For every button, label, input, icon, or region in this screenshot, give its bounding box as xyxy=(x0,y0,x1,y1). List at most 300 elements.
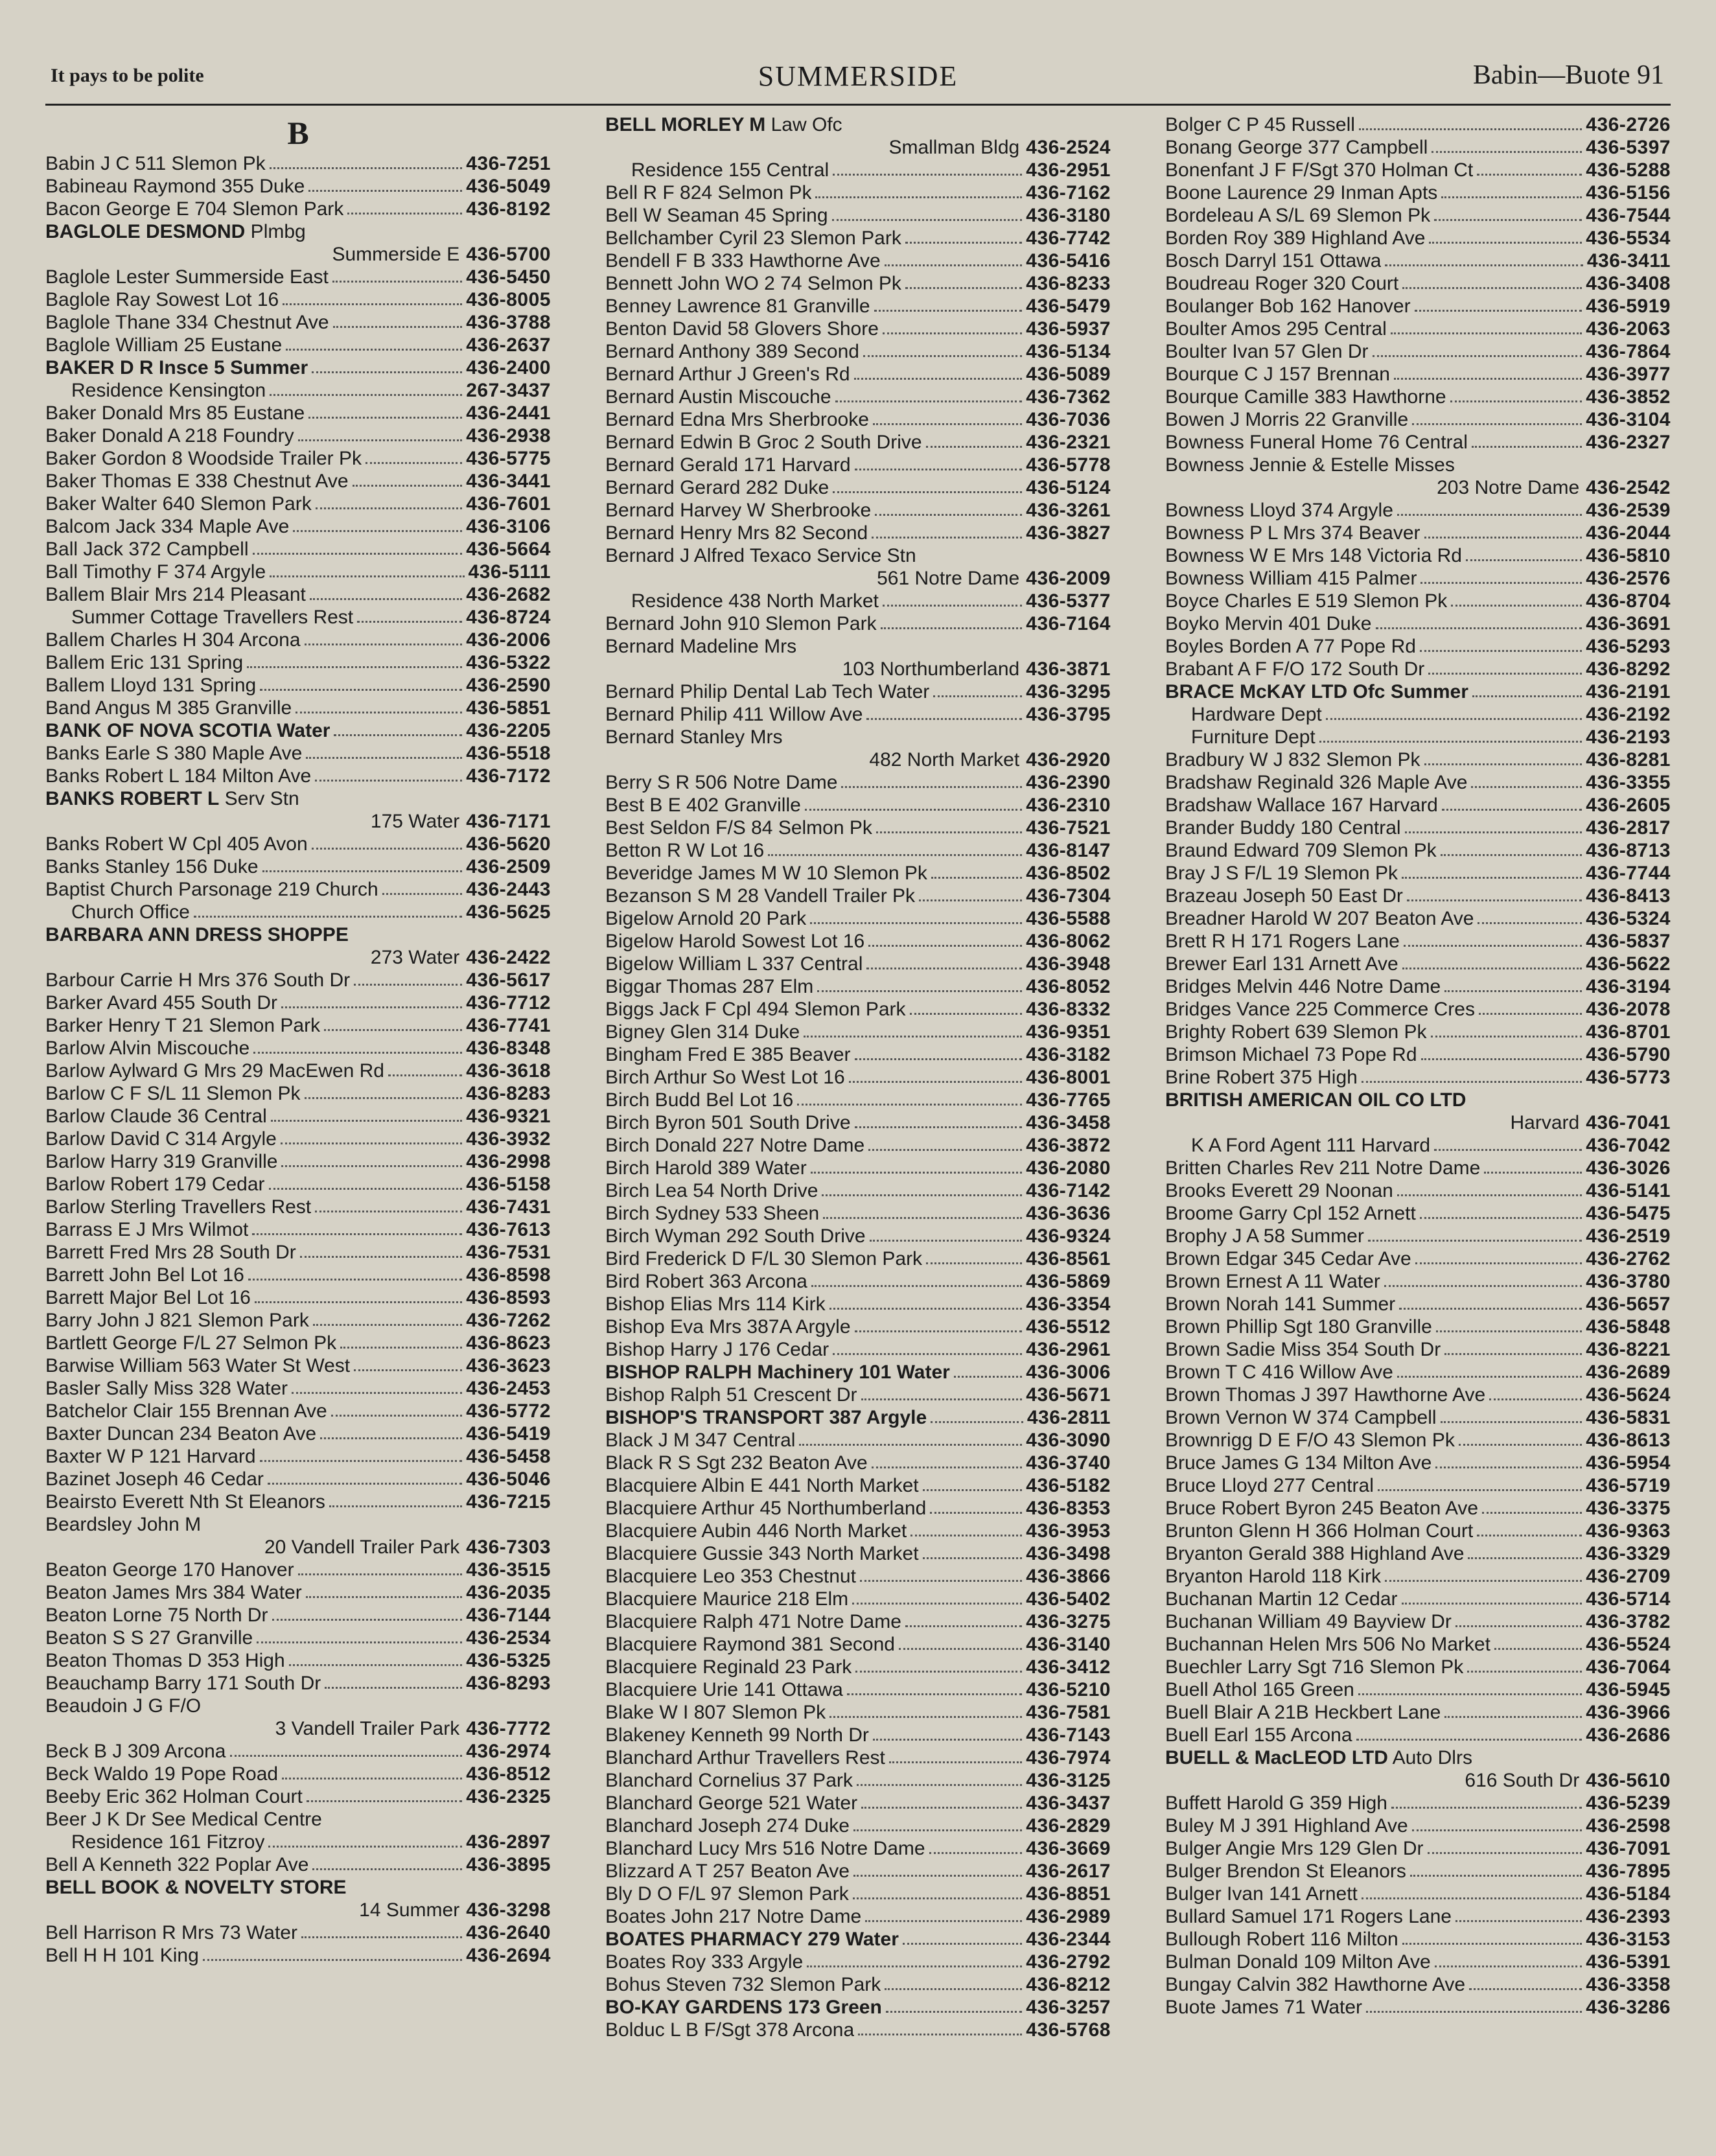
listing-phone: 436-2938 xyxy=(466,425,551,446)
listing-heading xyxy=(45,787,551,810)
listing-address: 14 Summer xyxy=(359,1899,460,1921)
leader-dots xyxy=(855,1058,1023,1060)
listing-phone: 436-3140 xyxy=(1026,1634,1111,1655)
listing-name: Bernard John 910 Slemon Park xyxy=(605,613,877,634)
listing-name: Bezanson S M 28 Vandell Trailer Pk xyxy=(605,885,916,907)
listing-name: Birch Wyman 292 South Drive xyxy=(605,1225,866,1247)
listing-phone: 436-5089 xyxy=(1026,364,1111,385)
listing-entry xyxy=(605,476,1111,499)
listing-phone: 436-7262 xyxy=(466,1310,551,1331)
listing-name: Beck B J 309 Arcona xyxy=(45,1741,226,1762)
listing-name: Buchanan William 49 Bayview Dr xyxy=(1165,1611,1452,1632)
listing-entry xyxy=(45,152,551,175)
listing-entry xyxy=(1165,1043,1671,1066)
leader-dots xyxy=(872,1466,1022,1468)
listing-name: Barlow Robert 179 Cedar xyxy=(45,1174,265,1195)
listing-phone: 436-5719 xyxy=(1586,1475,1671,1496)
listing-phone: 436-5810 xyxy=(1586,545,1671,566)
leader-dots xyxy=(865,1920,1022,1922)
listing-address: 561 Notre Dame xyxy=(877,568,1020,589)
listing-entry xyxy=(605,862,1111,885)
listing-phone: 436-2441 xyxy=(466,402,551,424)
listing-name: Barbour Carrie H Mrs 376 South Dr xyxy=(45,969,351,991)
listing-entry xyxy=(1165,1724,1671,1746)
listing-entry xyxy=(1165,1293,1671,1316)
listing-entry xyxy=(605,612,1111,635)
leader-dots xyxy=(1468,1557,1582,1559)
listing-entry xyxy=(45,629,551,651)
listing-phone: 436-2534 xyxy=(466,1627,551,1649)
leader-dots xyxy=(1441,1421,1583,1423)
leader-dots xyxy=(833,1353,1022,1355)
listing-name: Hardware Dept xyxy=(1191,704,1322,725)
leader-dots xyxy=(247,666,462,668)
listing-entry xyxy=(1165,839,1671,862)
listing-name: Barwise William 563 Water St West xyxy=(45,1355,351,1376)
listing-entry xyxy=(1165,885,1671,907)
leader-dots xyxy=(1424,537,1583,539)
listing-name: Bernard Anthony 389 Second xyxy=(605,341,859,362)
listing-name: Brooks Everett 29 Noonan xyxy=(1165,1180,1393,1201)
listing-name: Bosch Darryl 151 Ottawa xyxy=(1165,250,1382,272)
listing-name: Banks Earle S 380 Maple Ave xyxy=(45,743,303,764)
leader-dots xyxy=(1442,809,1582,811)
listing-name: Boyce Charles E 519 Slemon Pk xyxy=(1165,590,1448,612)
leader-dots xyxy=(388,1074,462,1076)
listing-entry xyxy=(1165,1225,1671,1247)
listing-name: Beaton James Mrs 384 Water xyxy=(45,1582,302,1603)
leader-dots xyxy=(866,968,1022,969)
leader-dots xyxy=(1431,1036,1583,1037)
listing-name: Beaton Lorne 75 North Dr xyxy=(45,1605,268,1626)
listing-name: Buchannan Helen Mrs 506 No Market xyxy=(1165,1634,1490,1655)
listing-name: Baglole Lester Summerside East xyxy=(45,266,329,288)
leader-dots xyxy=(1477,1535,1582,1536)
leader-dots xyxy=(320,1437,462,1439)
listing-name: Bacon George E 704 Slemon Park xyxy=(45,198,344,220)
listing-name: Brown T C 416 Willow Ave xyxy=(1165,1362,1393,1383)
listing-name: Benton David 58 Glovers Shore xyxy=(605,318,879,340)
leader-dots xyxy=(923,1557,1023,1559)
listing-entry xyxy=(1165,499,1671,522)
leader-dots xyxy=(861,1398,1023,1400)
leader-dots xyxy=(1482,1512,1582,1514)
listing-name: Brine Robert 375 High xyxy=(1165,1067,1358,1088)
leader-dots xyxy=(281,1165,462,1167)
listing-entry xyxy=(605,930,1111,953)
listing-phone: 436-2400 xyxy=(466,357,551,378)
leader-dots xyxy=(1466,559,1582,561)
leader-dots xyxy=(832,219,1023,221)
listing-entry xyxy=(1165,680,1671,703)
leader-dots xyxy=(293,530,462,532)
listing-name: Brewer Earl 131 Arnett Ave xyxy=(1165,953,1398,975)
listing-entry xyxy=(605,1384,1111,1406)
listing-phone: 436-5182 xyxy=(1026,1475,1111,1496)
listing-name: Brown Thomas J 397 Hawthorne Ave xyxy=(1165,1384,1486,1406)
listing-phone: 436-2961 xyxy=(1026,1339,1111,1360)
leader-dots xyxy=(1444,1353,1582,1355)
listing-entry xyxy=(1165,771,1671,794)
listing-entry xyxy=(45,1082,551,1105)
listing-entry xyxy=(605,1225,1111,1247)
listing-phone: 436-9351 xyxy=(1026,1021,1111,1043)
listing-phone: 436-7521 xyxy=(1026,817,1111,839)
listing-name: Blacquiere Aubin 446 North Market xyxy=(605,1520,907,1542)
listing-name: Buell Athol 165 Green xyxy=(1165,1679,1354,1700)
leader-dots xyxy=(835,400,1023,402)
listing-entry xyxy=(1165,975,1671,998)
listing-phone: 436-2576 xyxy=(1586,568,1671,589)
listing-name: Bird Robert 363 Arcona xyxy=(605,1271,807,1292)
listing-phone: 436-2063 xyxy=(1586,318,1671,340)
listing-phone: 436-3261 xyxy=(1026,500,1111,521)
listing-name: Baxter W P 121 Harvard xyxy=(45,1446,256,1467)
leader-dots xyxy=(1421,1058,1583,1060)
listing-phone: 436-5518 xyxy=(466,743,551,764)
listing-phone: 436-3437 xyxy=(1026,1792,1111,1814)
leader-dots xyxy=(1420,582,1582,584)
listing-name: Ball Jack 372 Campbell xyxy=(45,539,249,560)
listing-phone: 436-3458 xyxy=(1026,1112,1111,1133)
listing-phone: 436-8512 xyxy=(466,1763,551,1785)
listing-phone: 436-8704 xyxy=(1586,590,1671,612)
listing-phone: 436-5210 xyxy=(1026,1679,1111,1700)
listing-phone: 436-2044 xyxy=(1586,522,1671,544)
listing-entry xyxy=(45,1332,551,1354)
listing-entry xyxy=(45,583,551,606)
listing-name: Bullard Samuel 171 Rogers Lane xyxy=(1165,1906,1452,1927)
listing-entry xyxy=(605,885,1111,907)
listing-phone: 436-2811 xyxy=(1026,1407,1111,1428)
listing-entry xyxy=(45,674,551,697)
listing-name: Britten Charles Rev 211 Notre Dame xyxy=(1165,1157,1481,1179)
listing-entry xyxy=(45,1422,551,1445)
listing-name: Barrett Major Bel Lot 16 xyxy=(45,1287,251,1308)
listing-name: Brown Vernon W 374 Campbell xyxy=(1165,1407,1437,1428)
listing-phone: 436-5954 xyxy=(1586,1452,1671,1474)
leader-dots xyxy=(1494,1648,1582,1650)
listing-entry xyxy=(45,742,551,765)
listing-entry xyxy=(45,878,551,901)
listing-entry xyxy=(605,817,1111,839)
listing-entry xyxy=(605,272,1111,295)
leader-dots xyxy=(1436,1330,1582,1332)
leader-dots xyxy=(1391,1807,1582,1809)
listing-name: Baker Walter 640 Slemon Park xyxy=(45,493,312,515)
listing-phone: 436-5479 xyxy=(1026,296,1111,317)
listing-phone: 436-5624 xyxy=(1586,1384,1671,1406)
listing-entry xyxy=(1165,1701,1671,1724)
listing-phone: 436-3871 xyxy=(1026,658,1111,680)
listing-phone: 436-2509 xyxy=(466,856,551,877)
listing-heading xyxy=(45,1808,551,1831)
listing-entry xyxy=(605,1633,1111,1656)
listing-heading xyxy=(45,1513,551,1536)
listing-entry xyxy=(605,1792,1111,1814)
listing-name: Beauchamp Barry 171 South Dr xyxy=(45,1673,321,1694)
leader-dots xyxy=(855,1330,1023,1332)
listing-address: 3 Vandell Trailer Park xyxy=(275,1718,460,1739)
listing-phone: 436-2792 xyxy=(1026,1951,1111,1973)
listing-phone: 436-5158 xyxy=(466,1174,551,1195)
leader-dots xyxy=(868,945,1022,947)
listing-phone: 436-2078 xyxy=(1586,999,1671,1020)
listing-phone: 436-7741 xyxy=(466,1015,551,1036)
leader-dots xyxy=(874,310,1023,312)
listing-heading xyxy=(45,1695,551,1717)
listing-phone: 436-5848 xyxy=(1586,1316,1671,1338)
listing-name: Blanchard Cornelius 37 Park xyxy=(605,1770,853,1791)
listing-entry xyxy=(1165,1384,1671,1406)
leader-dots xyxy=(286,349,462,351)
listing-entry xyxy=(1165,1452,1671,1474)
listing-entry xyxy=(605,590,1111,612)
listing-phone: 436-5945 xyxy=(1586,1679,1671,1700)
listing-phone: 436-5239 xyxy=(1586,1792,1671,1814)
listing-heading-name: BARBARA ANN DRESS SHOPPE xyxy=(45,924,349,945)
listing-entry xyxy=(1165,1588,1671,1610)
listing-entry xyxy=(605,1406,1111,1429)
leader-dots xyxy=(316,507,462,509)
listing-phone: 436-7974 xyxy=(1026,1747,1111,1768)
listing-entry xyxy=(45,901,551,923)
listing-phone: 436-3412 xyxy=(1026,1656,1111,1678)
leader-dots xyxy=(853,1897,1023,1899)
leader-dots xyxy=(203,1959,462,1961)
listing-entry xyxy=(45,379,551,402)
listing-name: Blacquiere Maurice 218 Elm xyxy=(605,1588,849,1610)
leader-dots xyxy=(1412,1829,1583,1831)
listing-heading xyxy=(45,923,551,946)
leader-dots xyxy=(329,1505,462,1507)
listing-phone: 436-5869 xyxy=(1026,1271,1111,1292)
listing-phone: 436-5625 xyxy=(466,901,551,923)
listing-entry xyxy=(45,1468,551,1490)
listing-phone: 436-3515 xyxy=(466,1559,551,1581)
listing-phone: 436-5831 xyxy=(1586,1407,1671,1428)
listing-phone: 436-5046 xyxy=(466,1468,551,1490)
listing-entry xyxy=(45,402,551,424)
listing-entry xyxy=(45,561,551,583)
listing-phone: 436-7036 xyxy=(1026,409,1111,430)
listing-columns xyxy=(45,113,1671,2041)
listing-entry xyxy=(45,311,551,334)
listing-phone: 436-3355 xyxy=(1586,772,1671,793)
listing-phone: 436-2193 xyxy=(1586,726,1671,748)
listing-name: Brabant A F F/O 172 South Dr xyxy=(1165,658,1425,680)
leader-dots xyxy=(870,1240,1023,1242)
leader-dots xyxy=(889,1761,1022,1763)
listing-entry xyxy=(1165,1610,1671,1633)
listing-name: Batchelor Clair 155 Brennan Ave xyxy=(45,1400,327,1422)
leader-dots xyxy=(805,809,1022,811)
listing-phone: 436-2974 xyxy=(466,1741,551,1762)
leader-dots xyxy=(1472,695,1582,697)
listing-entry xyxy=(45,1014,551,1037)
listing-name: Bernard Philip Dental Lab Tech Water xyxy=(605,681,930,702)
listing-entry xyxy=(1165,658,1671,680)
listing-phone: 436-8221 xyxy=(1586,1339,1671,1360)
leader-dots xyxy=(1444,1716,1582,1718)
leader-dots xyxy=(863,355,1022,357)
listing-phone: 436-7171 xyxy=(466,811,551,832)
listing-name: Bowness Funeral Home 76 Central xyxy=(1165,432,1468,453)
listing-phone: 436-8147 xyxy=(1026,840,1111,861)
listing-entry xyxy=(605,975,1111,998)
listing-name: Baxter Duncan 234 Beaton Ave xyxy=(45,1423,317,1444)
leader-dots xyxy=(930,1512,1022,1514)
listing-name: Brown Norah 141 Summer xyxy=(1165,1293,1396,1315)
listing-phone: 436-3298 xyxy=(466,1899,551,1921)
listing-entry xyxy=(45,719,551,742)
listing-entry xyxy=(1165,295,1671,318)
listing-name: Blacquiere Gussie 343 North Market xyxy=(605,1543,919,1564)
listing-entry xyxy=(45,1060,551,1082)
listing-name: Banks Stanley 156 Duke xyxy=(45,856,259,877)
listing-name: Barrass E J Mrs Wilmot xyxy=(45,1219,249,1240)
listing-entry xyxy=(1165,1520,1671,1542)
listing-entry xyxy=(1165,862,1671,885)
listing-phone: 436-2390 xyxy=(1026,772,1111,793)
listing-phone: 436-2726 xyxy=(1586,114,1671,135)
listing-entry xyxy=(1165,1973,1671,1996)
listing-name: Birch Sydney 533 Sheen xyxy=(605,1203,820,1224)
listing-name: Bryanton Harold 118 Kirk xyxy=(1165,1566,1381,1587)
listing-entry xyxy=(45,1853,551,1876)
listing-entry xyxy=(1165,1656,1671,1678)
listing-name: Bolduc L B F/Sgt 378 Arcona xyxy=(605,2019,855,2041)
leader-dots xyxy=(1405,831,1583,833)
listing-name: Bulger Ivan 141 Arnett xyxy=(1165,1883,1358,1905)
leader-dots xyxy=(1378,1489,1582,1491)
listing-phone: 436-5322 xyxy=(466,652,551,673)
listing-entry xyxy=(45,198,551,220)
listing-name: Brunton Glenn H 366 Holman Court xyxy=(1165,1520,1474,1542)
listing-heading xyxy=(1165,454,1671,476)
listing-phone: 436-3125 xyxy=(1026,1770,1111,1791)
listing-entry xyxy=(1165,590,1671,612)
listing-phone: 436-8502 xyxy=(1026,863,1111,884)
listing-entry xyxy=(1165,567,1671,590)
listing-phone: 436-3636 xyxy=(1026,1203,1111,1224)
listing-continuation xyxy=(45,810,551,833)
listing-phone: 436-7772 xyxy=(466,1718,551,1739)
leader-dots xyxy=(807,1965,1022,1967)
listing-name: Bishop Harry J 176 Cedar xyxy=(605,1339,829,1360)
listing-entry xyxy=(605,1724,1111,1746)
listing-name: Brownrigg D E F/O 43 Slemon Pk xyxy=(1165,1430,1455,1451)
listing-phone: 436-8001 xyxy=(1026,1067,1111,1088)
listing-entry xyxy=(605,1837,1111,1860)
listing-name: Blacquiere Reginald 23 Park xyxy=(605,1656,852,1678)
listing-heading xyxy=(605,113,1111,136)
listing-heading-detail: Law Ofc xyxy=(765,114,842,135)
listing-address: 103 Northumberland xyxy=(842,658,1020,680)
leader-dots xyxy=(1432,151,1582,153)
listing-entry xyxy=(1165,1905,1671,1928)
listing-phone: 436-3795 xyxy=(1026,704,1111,725)
listing-name: Bernard Edwin B Groc 2 South Drive xyxy=(605,432,922,453)
listing-name: Bolger C P 45 Russell xyxy=(1165,114,1355,135)
listing-phone: 436-7164 xyxy=(1026,613,1111,634)
leader-dots xyxy=(1326,718,1582,720)
listing-entry xyxy=(45,1241,551,1264)
listing-phone: 436-5156 xyxy=(1586,182,1671,203)
listing-entry xyxy=(1165,1270,1671,1293)
leader-dots xyxy=(315,1211,462,1212)
listing-name: Birch Arthur So West Lot 16 xyxy=(605,1067,845,1088)
leader-dots xyxy=(875,514,1022,516)
listing-name: Blacquiere Arthur 45 Northumberland xyxy=(605,1498,927,1519)
listing-phone: 436-5919 xyxy=(1586,296,1671,317)
listing-name: Brown Ernest A 11 Water xyxy=(1165,1271,1380,1292)
listing-phone: 436-7712 xyxy=(466,992,551,1014)
listing-phone: 436-5664 xyxy=(466,539,551,560)
listing-phone: 436-5416 xyxy=(1026,250,1111,272)
listing-entry xyxy=(45,855,551,878)
listing-name: Blake W I 807 Slemon Pk xyxy=(605,1702,826,1723)
listing-phone: 436-7544 xyxy=(1586,205,1671,226)
leader-dots xyxy=(866,718,1022,720)
leader-dots xyxy=(1402,877,1582,879)
listing-entry xyxy=(1165,227,1671,249)
leader-dots xyxy=(1444,990,1582,992)
listing-heading xyxy=(605,635,1111,658)
listing-name: BANK OF NOVA SCOTIA Water xyxy=(45,720,330,741)
listing-entry xyxy=(1165,386,1671,408)
leader-dots xyxy=(281,1142,462,1144)
leader-dots xyxy=(954,1376,1022,1378)
listing-name: Bryanton Gerald 388 Highland Ave xyxy=(1165,1543,1465,1564)
listing-phone: 436-2920 xyxy=(1026,749,1111,771)
leader-dots xyxy=(883,605,1022,607)
listing-phone: 436-8212 xyxy=(1026,1974,1111,1995)
header-town: SUMMERSIDE xyxy=(758,60,958,92)
listing-entry xyxy=(45,651,551,674)
listing-name: Bridges Vance 225 Commerce Cres xyxy=(1165,999,1475,1020)
listing-phone: 436-2422 xyxy=(466,947,551,968)
listing-entry xyxy=(45,1218,551,1241)
listing-continuation xyxy=(45,1717,551,1740)
listing-name: Buell Blair A 21B Heckbert Lane xyxy=(1165,1702,1441,1723)
listing-entry xyxy=(605,1111,1111,1134)
listing-name: Buell Earl 155 Arcona xyxy=(1165,1724,1352,1746)
listing-entry xyxy=(605,454,1111,476)
listing-name: Broome Garry Cpl 152 Arnett xyxy=(1165,1203,1416,1224)
listing-name: Bourque Camille 383 Hawthorne xyxy=(1165,386,1446,408)
leader-dots xyxy=(1384,1285,1582,1287)
listing-phone: 267-3437 xyxy=(466,380,551,401)
listing-phone: 436-7172 xyxy=(466,765,551,787)
listing-phone: 436-2321 xyxy=(1026,432,1111,453)
listing-entry xyxy=(605,1678,1111,1701)
leader-dots xyxy=(194,916,462,918)
listing-name: Bernard Edna Mrs Sherbrooke xyxy=(605,409,869,430)
listing-name: Bordeleau A S/L 69 Slemon Pk xyxy=(1165,205,1431,226)
leader-dots xyxy=(1472,446,1582,448)
listing-phone: 436-3932 xyxy=(466,1128,551,1150)
listing-entry xyxy=(1165,907,1671,930)
listing-name: Baker Thomas E 338 Chestnut Ave xyxy=(45,470,349,492)
listing-entry xyxy=(1165,159,1671,181)
leader-dots xyxy=(1435,1466,1582,1468)
listing-name: Bigelow Arnold 20 Park xyxy=(605,908,807,929)
listing-name: Betton R W Lot 16 xyxy=(605,840,765,861)
column-3 xyxy=(1165,113,1671,2041)
listing-entry xyxy=(1165,1951,1671,1973)
listing-name: Boulter Amos 295 Central xyxy=(1165,318,1387,340)
